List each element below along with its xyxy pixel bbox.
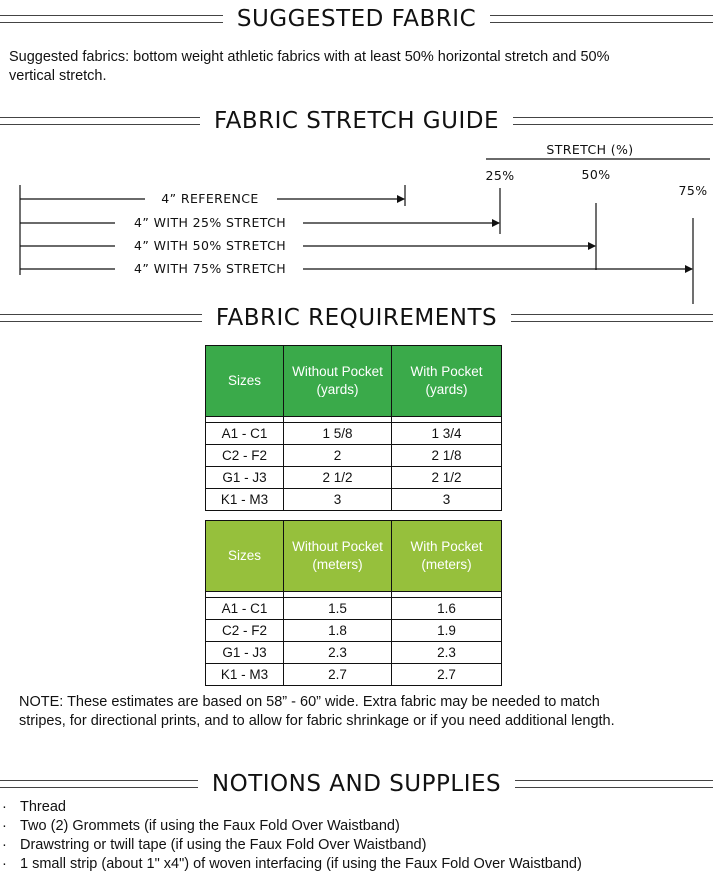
notions-heading (0, 771, 713, 797)
cell-without-pocket: 2.7 (284, 664, 392, 686)
marker-label-75: 75% (678, 183, 708, 198)
bullet: · (2, 799, 7, 815)
header-with-pocket: With Pocket (yards) (392, 346, 502, 417)
cell-without-pocket: 2 1/2 (284, 467, 392, 489)
cell-size: C2 - F2 (206, 445, 284, 467)
section-title: FABRIC REQUIREMENTS (215, 305, 498, 331)
note-line-2: stripes, for directional prints, and to allow for fabric shrinkage or if you need additional length. (19, 713, 615, 729)
marker-label-50: 50% (581, 167, 611, 182)
row-label-75: 4” WITH 75% STRETCH (134, 261, 286, 276)
table-row (206, 664, 502, 686)
heading-rule-right (511, 314, 713, 322)
list-item-text: Two (2) Grommets (if using the Faux Fold Over Waistband) (20, 818, 400, 834)
stretch-header: STRETCH (%) (546, 142, 634, 157)
bullet: · (2, 837, 7, 853)
cell-without-pocket: 1.8 (284, 620, 392, 642)
table-row (206, 489, 502, 511)
cell-size: G1 - J3 (206, 467, 284, 489)
cell-without-pocket: 3 (284, 489, 392, 511)
row-label-25: 4” WITH 25% STRETCH (134, 215, 286, 230)
header-without-pocket: Without Pocket (yards) (284, 346, 392, 417)
suggested-fabric-line-2: vertical stretch. (9, 68, 107, 84)
stretch-guide-heading (0, 108, 713, 134)
list-item (0, 836, 582, 855)
cell-without-pocket: 1.5 (284, 598, 392, 620)
bullet: · (2, 856, 7, 872)
table-row (206, 423, 502, 445)
table-row (206, 467, 502, 489)
cell-size: A1 - C1 (206, 423, 284, 445)
cell-without-pocket: 1 5/8 (284, 423, 392, 445)
heading-rule-left (0, 314, 202, 322)
section-title: FABRIC STRETCH GUIDE (214, 108, 499, 134)
cell-size: A1 - C1 (206, 598, 284, 620)
list-item-text: 1 small strip (about 1" x4") of woven interfacing (if using the Faux Fold Over Waistband) (20, 856, 582, 872)
heading-rule-right (513, 117, 713, 125)
requirements-note (19, 693, 709, 731)
cell-size: K1 - M3 (206, 489, 284, 511)
stretch-guide-diagram (0, 138, 713, 308)
heading-rule-left (0, 780, 198, 788)
cell-with-pocket: 1 3/4 (392, 423, 502, 445)
notions-list (0, 798, 582, 874)
cell-with-pocket: 1.6 (392, 598, 502, 620)
list-item (0, 855, 582, 874)
row-label-50: 4” WITH 50% STRETCH (134, 238, 286, 253)
heading-rule-right (515, 780, 713, 788)
table-row (206, 445, 502, 467)
note-line-1: NOTE: These estimates are based on 58” - 60” wide. Extra fabric may be needed to match (19, 694, 600, 710)
suggested-fabric-text (9, 48, 699, 86)
section-title: SUGGESTED FABRIC (236, 6, 477, 32)
header-sizes: Sizes (206, 346, 284, 417)
list-item-text: Drawstring or twill tape (if using the Faux Fold Over Waistband) (20, 837, 427, 853)
requirements-heading (0, 305, 713, 331)
yards-table (205, 345, 502, 511)
cell-with-pocket: 1.9 (392, 620, 502, 642)
suggested-fabric-heading (0, 6, 713, 32)
cell-size: G1 - J3 (206, 642, 284, 664)
header-without-pocket: Without Pocket (meters) (284, 521, 392, 592)
cell-without-pocket: 2.3 (284, 642, 392, 664)
header-with-pocket: With Pocket (meters) (392, 521, 502, 592)
table-row (206, 642, 502, 664)
cell-size: K1 - M3 (206, 664, 284, 686)
bullet: · (2, 818, 7, 834)
header-sizes: Sizes (206, 521, 284, 592)
cell-with-pocket: 2.7 (392, 664, 502, 686)
table-row (206, 620, 502, 642)
heading-rule-left (0, 117, 200, 125)
marker-label-25: 25% (485, 168, 515, 183)
cell-with-pocket: 2.3 (392, 642, 502, 664)
meters-table (205, 520, 502, 686)
list-item (0, 798, 582, 817)
list-item (0, 817, 582, 836)
suggested-fabric-line-1: Suggested fabrics: bottom weight athletic fabrics with at least 50% horizontal stretch and 50% (9, 49, 610, 65)
cell-size: C2 - F2 (206, 620, 284, 642)
cell-with-pocket: 3 (392, 489, 502, 511)
section-title: NOTIONS AND SUPPLIES (211, 771, 502, 797)
cell-without-pocket: 2 (284, 445, 392, 467)
cell-with-pocket: 2 1/8 (392, 445, 502, 467)
heading-rule-left (0, 15, 223, 23)
list-item-text: Thread (20, 799, 66, 815)
table-row (206, 598, 502, 620)
cell-with-pocket: 2 1/2 (392, 467, 502, 489)
row-label-reference: 4” REFERENCE (161, 191, 259, 206)
heading-rule-right (490, 15, 713, 23)
